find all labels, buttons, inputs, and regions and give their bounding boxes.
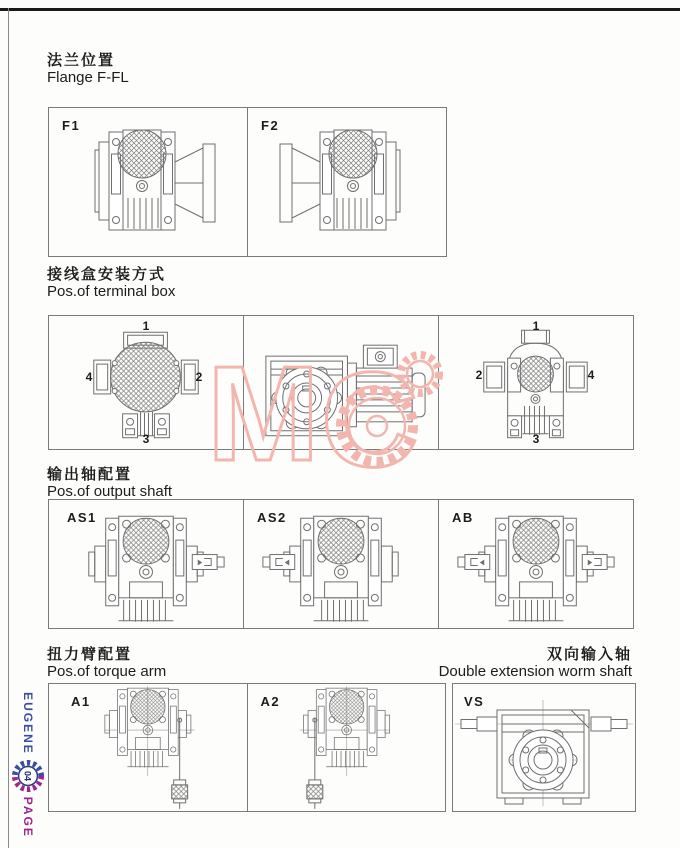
panel-ab [438, 500, 633, 628]
torque-arm-panel-box [48, 683, 446, 812]
terminal-pos-4: 4 [85, 370, 93, 384]
section-terminal-title-zh: 接线盒安装方式 [47, 266, 167, 283]
brand-gear-number: 04 [22, 770, 33, 781]
terminal-rear-pos-2: 2 [475, 368, 483, 382]
gearbox-with-motor-diagram [244, 316, 438, 449]
panel-f1-label: F1 [62, 118, 81, 133]
panel-vs-label: VS [464, 694, 485, 709]
panel-f2 [247, 108, 446, 256]
section-torque-title-zh: 扭力臂配置 [47, 646, 133, 663]
worm-shaft-panel-box [452, 683, 636, 812]
panel-a1-label: A1 [71, 694, 91, 709]
panel-f1 [49, 108, 247, 256]
panel-a1 [49, 684, 247, 811]
panel-as1 [49, 500, 243, 628]
terminal-pos-2: 2 [195, 370, 203, 384]
output-shaft-panel-box [48, 499, 634, 629]
terminal-rear-pos-4: 4 [587, 368, 595, 382]
panel-as2-label: AS2 [257, 510, 287, 525]
panel-vs [453, 684, 635, 811]
brand-word-eugene: EUGENE [21, 692, 35, 755]
panel-f2-label: F2 [261, 118, 280, 133]
gearbox-front-terminal-positions-diagram [49, 316, 243, 449]
section-output-title-zh: 输出轴配置 [47, 466, 133, 483]
page-top-border [0, 8, 680, 11]
panel-a2 [247, 684, 446, 811]
panel-terminal-motor [243, 316, 438, 449]
terminal-rear-pos-3: 3 [532, 432, 540, 446]
brand-word-page: PAGE [21, 796, 35, 838]
section-torque-title-en: Pos.of torque arm [47, 663, 167, 680]
section-flange-title-zh: 法兰位置 [47, 52, 116, 69]
terminal-pos-3: 3 [142, 432, 150, 446]
watermark-letter-c: C [321, 348, 419, 473]
terminal-pos-1: 1 [142, 319, 150, 333]
panel-a2-label: A2 [260, 694, 281, 709]
watermark-letter-m: M [207, 348, 320, 473]
section-output-title-en: Pos.of output shaft [47, 483, 173, 500]
terminal-box-panel-box [48, 315, 634, 450]
panel-terminal-front [49, 316, 243, 449]
section-worm-title-en: Double extension worm shaft [438, 663, 632, 680]
brand-gear-icon [11, 759, 45, 793]
panel-as1-label: AS1 [67, 510, 97, 525]
page-left-border [8, 8, 9, 848]
panel-terminal-rear [438, 316, 633, 449]
terminal-rear-pos-1: 1 [532, 319, 540, 333]
panel-as2 [243, 500, 438, 628]
flange-panel-box [48, 107, 447, 257]
section-terminal-title-en: Pos.of terminal box [47, 283, 176, 300]
section-flange-title-en: Flange F-FL [47, 69, 129, 86]
section-worm-title-zh: 双向输入轴 [546, 646, 632, 663]
gearbox-rear-terminal-positions-diagram [439, 316, 633, 449]
panel-ab-label: AB [452, 510, 474, 525]
brand-strip [10, 690, 46, 840]
